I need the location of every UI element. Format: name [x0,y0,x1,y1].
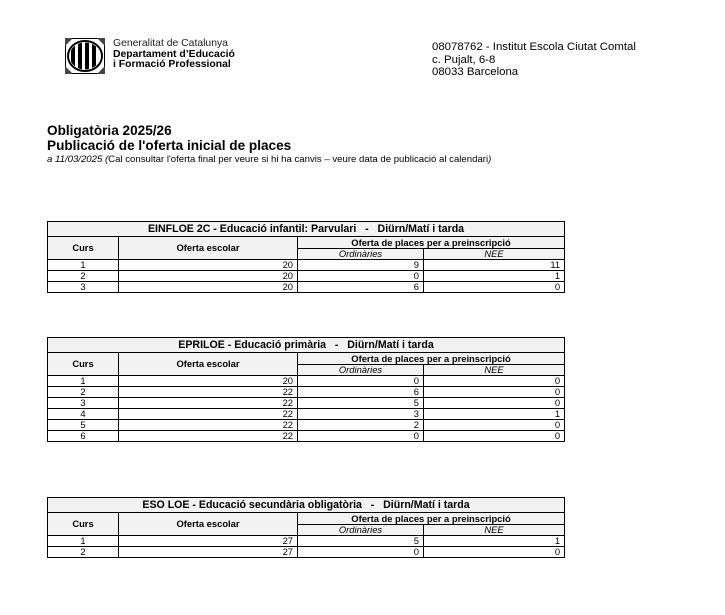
cell-curs: 4 [48,409,119,420]
header-nee: NEE [424,525,565,536]
publication-date: a 11/03/2025 ( [47,154,109,165]
cell-curs: 2 [48,271,119,282]
document-titles [47,123,491,166]
table-row [48,536,565,547]
cell-curs: 1 [48,260,119,271]
cell-oferta: 20 [119,282,298,293]
cell-curs: 2 [48,547,119,558]
table-row [48,260,565,271]
header-oferta-escolar: Oferta escolar [119,237,298,260]
publication-note-close: ) [488,154,492,165]
cell-ordinaries: 0 [298,271,424,282]
header-oferta-escolar: Oferta escolar [119,353,298,376]
publication-note [47,154,491,166]
org-line-2: Departament d’Educació [113,48,235,60]
table-row [48,387,565,398]
cell-curs: 6 [48,431,119,442]
cell-ordinaries: 3 [298,409,424,420]
cell-oferta: 22 [119,420,298,431]
cell-nee: 0 [424,387,565,398]
cell-nee: 0 [424,420,565,431]
table-row [48,431,565,442]
school-street: c. Pujalt, 6-8 [432,53,496,66]
cell-nee: 11 [424,260,565,271]
cell-ordinaries: 0 [298,376,424,387]
cell-ordinaries: 5 [298,398,424,409]
header-oferta-preinscripcio: Oferta de places per a preinscripció [298,237,565,249]
cell-nee: 0 [424,547,565,558]
cell-curs: 2 [48,387,119,398]
header-curs: Curs [48,513,119,536]
cell-oferta: 22 [119,409,298,420]
school-address [432,41,636,79]
cell-nee: 1 [424,536,565,547]
cell-oferta: 22 [119,398,298,409]
header-curs: Curs [48,353,119,376]
header-ordinaries: Ordinàries [298,525,424,536]
table-row [48,271,565,282]
header-nee: NEE [424,365,565,376]
cell-ordinaries: 6 [298,282,424,293]
header-oferta-preinscripcio: Oferta de places per a preinscripció [298,353,565,365]
header-oferta-preinscripcio: Oferta de places per a preinscripció [298,513,565,525]
cell-oferta: 27 [119,536,298,547]
cell-nee: 0 [424,282,565,293]
offer-table-primaria [47,337,565,442]
cell-nee: 1 [424,409,565,420]
cell-curs: 1 [48,536,119,547]
cell-curs: 1 [48,376,119,387]
publication-note-text: Cal consultar l'oferta final per veure si hi ha canvis – veure data de publicació al calendari [108,154,489,165]
cell-curs: 3 [48,282,119,293]
cell-curs: 3 [48,398,119,409]
cell-nee: 0 [424,398,565,409]
table-row [48,547,565,558]
table-row [48,409,565,420]
offer-table-infantil [47,221,565,293]
cell-nee: 0 [424,376,565,387]
table-row [48,376,565,387]
cell-oferta: 22 [119,387,298,398]
cell-ordinaries: 5 [298,536,424,547]
table-row [48,282,565,293]
cell-curs: 5 [48,420,119,431]
cell-ordinaries: 6 [298,387,424,398]
page-title: Obligatòria 2025/26 [47,123,172,138]
cell-oferta: 22 [119,431,298,442]
header-oferta-escolar: Oferta escolar [119,513,298,536]
page-subtitle: Publicació de l'oferta inicial de places [47,138,292,153]
table-title: EINFLOE 2C - Educació infantil: Parvulari - Diürn/Matí i tarda [48,222,565,237]
cell-oferta: 20 [119,260,298,271]
cell-ordinaries: 0 [298,547,424,558]
table-title: ESO LOE - Educació secundària obligatòria - Diürn/Matí i tarda [48,498,565,513]
cell-ordinaries: 2 [298,420,424,431]
school-name: 08078762 - Institut Escola Ciutat Comtal [432,41,636,53]
cell-ordinaries: 9 [298,260,424,271]
cell-oferta: 27 [119,547,298,558]
cell-oferta: 20 [119,376,298,387]
table-row [48,420,565,431]
generalitat-logo-icon [65,38,105,74]
cell-ordinaries: 0 [298,431,424,442]
table-title: EPRILOE - Educació primària - Diürn/Matí i tarda [48,338,565,353]
header-curs: Curs [48,237,119,260]
org-line-1: Generalitat de Catalunya [113,38,228,49]
offer-table-eso [47,497,565,558]
school-city: 08033 Barcelona [432,66,519,79]
header-ordinaries: Ordinàries [298,365,424,376]
header-nee: NEE [424,249,565,260]
header-ordinaries: Ordinàries [298,249,424,260]
cell-nee: 0 [424,431,565,442]
cell-oferta: 20 [119,271,298,282]
org-line-3: i Formació Professional [113,59,231,71]
table-row [48,398,565,409]
cell-nee: 1 [424,271,565,282]
organization-name [113,39,235,71]
